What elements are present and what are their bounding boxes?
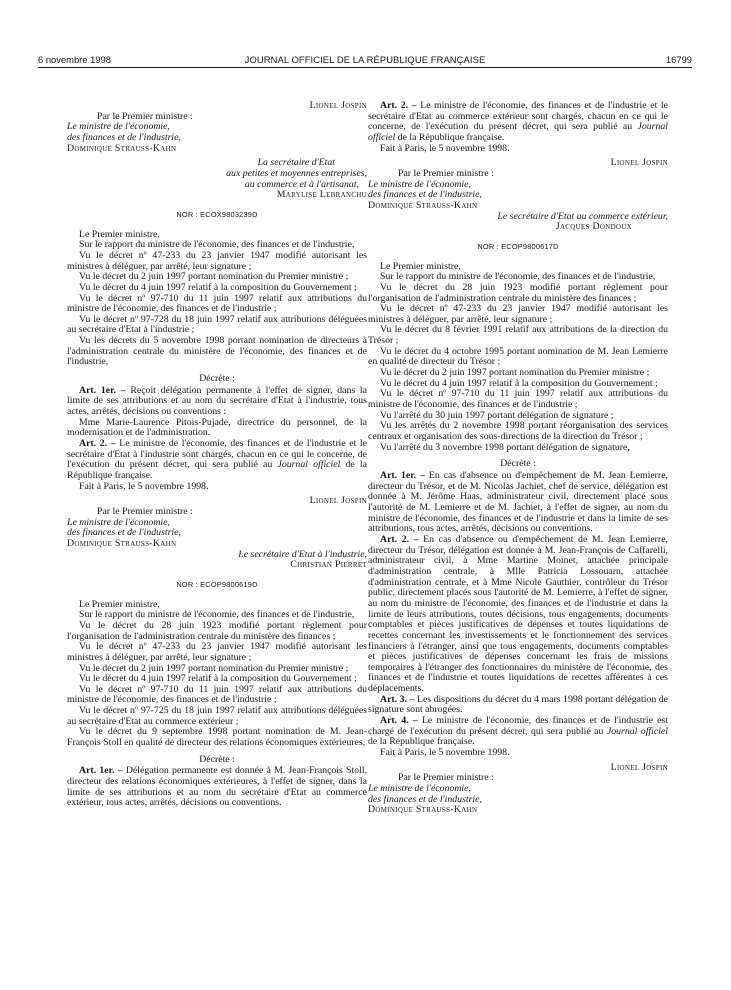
- decrete-heading: Décrète :: [500, 458, 536, 470]
- fait-line: Fait à Paris, le 5 novembre 1998.: [79, 480, 209, 492]
- minister-name: Dominique Strauss-Kahn: [67, 537, 177, 549]
- decree-para: Sur le rapport du ministre de l'économie, des finances et de l'industrie,: [79, 609, 355, 621]
- decree-para: Le Premier ministre,: [79, 228, 160, 240]
- minister-title: Le ministre de l'économie,: [67, 516, 170, 528]
- decree-para: Vu le décret nº 97-710 du 11 juin 1997 relatif aux attributions du ministre de l'économie, des finances et de l'industrie ;: [368, 388, 668, 411]
- signature-by-line: Par le Premier ministre :: [398, 167, 494, 179]
- nor-reference: NOR : ECOP9800619D: [176, 579, 258, 589]
- decree-para: Vu le décret du 9 septembre 1998 portant nomination de M. Jean-François Stoll en qualité de directeur des relations économiques extérieures,: [67, 726, 367, 749]
- decree-para: Vu le décret du 4 octobre 1995 portant nomination de M. Jean Lemierre en qualité de directeur du Trésor ;: [368, 345, 668, 368]
- decree-para: Vu le décret du 4 juin 1997 relatif à la composition du Gouvernement ;: [79, 673, 357, 685]
- secretary-title-2: aux petites et moyennes entreprises,: [226, 167, 367, 179]
- nor-reference: NOR : ECOX9803239D: [176, 209, 258, 219]
- minister-name: Dominique Strauss-Kahn: [368, 199, 478, 211]
- signature-by-line: Par le Premier ministre :: [398, 772, 494, 784]
- right-column: [368, 101, 668, 816]
- signature-by-line: Par le Premier ministre :: [97, 505, 193, 517]
- article-label: Art. 3. –: [380, 693, 415, 705]
- decree-para: Vu le décret nº 97-725 du 18 juin 1997 relatif aux attributions déléguées au secrétaire d'Etat au commerce extérieur ;: [67, 705, 367, 727]
- secretary-name: Christian Pierret: [290, 559, 367, 571]
- minister-title: Le ministre de l'économie,: [368, 178, 471, 190]
- secretary-title: Le secrétaire d'Etat au commerce extérieur,: [497, 210, 668, 222]
- article-1-delegate: Mme Marie-Laurence Pitois-Pujade, directrice du personnel, de la modernisation et de l'administration.: [67, 416, 367, 439]
- minister-title-2: des finances et de l'industrie,: [368, 793, 482, 805]
- minister-title: Le ministre de l'économie,: [67, 121, 170, 133]
- secretary-name: Marylise Lebranchu: [276, 189, 367, 201]
- decree-para: Vu le décret du 2 juin 1997 portant nomination du Premier ministre ;: [79, 271, 349, 283]
- minister-title-2: des finances et de l'industrie,: [67, 131, 181, 143]
- article-2: Art. 2. – En cas d'absence ou d'empêchement de M. Jean Lemierre, directeur du Trésor, délégation est donnée à M. Jean-François de Caffarelli, administrateur civil, à Mme Martine Moinet, attachée principale d'administration centrale, à Mlle Patricia Lossouarn, attachée d'administration centrale, et à Mme Nicole Gauthier, contrôleur du Trésor public, directement placés sous l'autorité de M. Lemierre, à l'effet de signer, au nom du ministre de l'économie, des finances et de l'industrie et dans la limite de leurs attributions, toutes décisions, tous engagements, documents comptables et pièces justificatives de dépenses et toutes liquidations de recettes concernant les investissements et le fonctionnement des services financiers à l'étranger, ainsi que tous engagements, documents comptables et pièces justificatives de dépenses concernant les frais de missions temporaires à l'étranger des fonctionnaires du ministère de l'économie, des finances et de l'industrie et toutes liquidations de recettes afférentes à ces déplacements.: [368, 533, 668, 695]
- decrete-heading: Décrète :: [199, 753, 235, 765]
- fait-line: Fait à Paris, le 5 novembre 1998.: [380, 142, 510, 154]
- secretary-title: La secrétaire d'Etat: [257, 157, 335, 169]
- decree-para: Le Premier ministre,: [380, 260, 461, 272]
- decree-para: Vu le décret du 28 juin 1923 modifié portant règlement pour l'organisation de l'administration centrale du ministère des finances ;: [368, 281, 668, 304]
- article-label: Art. 2. –: [79, 438, 116, 450]
- article-1: Art. 1er. – Délégation permanente est donnée à M. Jean-François Stoll, directeur des relations économiques extérieures, à l'effet de signer, dans la limite de ses attributions et au nom du secrétaire d'Etat au commerce extérieur, tous actes, arrêtés, décisions ou conventions.: [67, 765, 368, 809]
- decree-para: Vu le décret du 4 juin 1997 relatif à la composition du Gouvernement ;: [380, 377, 658, 389]
- article-label: Art. 4. –: [380, 715, 418, 727]
- decree-para: Vu le décret nº 47-233 du 23 janvier 1947 modifié autorisant les ministres à déléguer, par arrêté, leur signature ;: [67, 641, 367, 663]
- article-4: Art. 4. – Le ministre de l'économie, des finances et de l'industrie est chargé de l'exécution du présent décret, qui sera publié au Journal officiel de la République française.: [368, 715, 669, 748]
- signature-pm: Lionel Jospin: [610, 157, 668, 169]
- secretary-title-3: au commerce et à l'artisanat,: [244, 178, 359, 190]
- decree-para: Vu le décret nº 97-728 du 18 juin 1997 relatif aux attributions déléguées au secrétaire d'Etat à l'industrie ;: [67, 313, 367, 336]
- page-header: [38, 54, 692, 68]
- decree-para: Vu le décret nº 47-233 du 23 janvier 1947 modifié autorisant les ministres à déléguer, par arrêté, leur signature ;: [67, 249, 367, 272]
- secretary-title: Le secrétaire d'Etat à l'industrie,: [238, 548, 367, 560]
- decree-para: Vu le décret nº 47-233 du 23 janvier 1947 modifié autorisant les ministres à déléguer, par arrêté, leur signature ;: [368, 303, 668, 325]
- minister-name: Dominique Strauss-Kahn: [368, 804, 478, 816]
- decree-para: Vu l'arrêté du 30 juin 1997 portant délégation de signature ;: [380, 409, 614, 421]
- minister-title-2: des finances et de l'industrie,: [67, 527, 181, 539]
- page-number: 16799: [665, 54, 692, 65]
- decree-para: Vu le décret du 2 juin 1997 portant nomination du Premier ministre ;: [79, 662, 349, 674]
- article-label: Art. 2. –: [380, 100, 417, 111]
- nor-reference: NOR : ECOP9800617D: [477, 241, 559, 251]
- decree-para: Sur le rapport du ministre de l'économie, des finances et de l'industrie,: [380, 271, 656, 283]
- decree-para: Vu le décret du 28 juin 1923 modifié portant règlement pour l'organisation de l'administration centrale du ministère des finances ;: [67, 619, 367, 642]
- decree-para: Vu le décret du 2 juin 1997 portant nomination du Premier ministre ;: [380, 367, 650, 379]
- article-3: Art. 3. – Les dispositions du décret du 4 mars 1998 portant délégation de signature sont abrogées.: [368, 693, 669, 716]
- signature-pm: Lionel Jospin: [309, 495, 367, 507]
- article-label: Art. 1er. –: [79, 384, 126, 396]
- journal-title: JOURNAL OFFICIEL DE LA RÉPUBLIQUE FRANÇAISE: [244, 54, 486, 65]
- decree-para: Vu l'arrêté du 3 novembre 1998 portant délégation de signature,: [380, 441, 630, 453]
- decree-para: Vu les arrêtés du 2 novembre 1998 portant réorganisation des services centraux et organisation des sous-directions de la direction du Trésor ;: [368, 420, 668, 443]
- minister-title: Le ministre de l'économie,: [368, 783, 471, 795]
- signature-pm: Lionel Jospin: [309, 100, 367, 111]
- fait-line: Fait à Paris, le 5 novembre 1998.: [380, 747, 510, 759]
- decree-para: Vu le décret nº 97-710 du 11 juin 1997 relatif aux attributions du ministre de l'économie, des finances et de l'industrie ;: [67, 683, 367, 706]
- article-label: Art. 1er. –: [79, 765, 123, 777]
- decree-para: Le Premier ministre,: [79, 598, 160, 610]
- signature-pm: Lionel Jospin: [610, 761, 668, 773]
- decrete-heading: Décrète :: [199, 373, 235, 385]
- article-label: Art. 1er. –: [380, 470, 425, 481]
- article-label: Art. 2. –: [380, 533, 419, 545]
- decree-para: Vu le décret nº 97-710 du 11 juin 1997 relatif aux attributions du ministre de l'économie, des finances et de l'industrie ;: [67, 292, 367, 315]
- article-1: Art. 1er. – En cas d'absence ou d'empêchement de M. Jean Lemierre, directeur du Trésor, et de M. Nicolas Jachiet, chef de service, délégation est donnée à M. Jérôme Haas, administrateur civil, directement placé sous l'autorité de M. Lemierre et de M. Jachiet, à l'effet de signer, au nom du ministre de l'économie, des finances et de l'industrie et dans la limite de ses attributions, tous actes, arrêtés, décisions ou conventions.: [368, 470, 668, 535]
- signature-by-line: Par le Premier ministre :: [97, 110, 193, 122]
- secretary-name: Jacques Dondoux: [555, 221, 632, 233]
- minister-name: Dominique Strauss-Kahn: [67, 142, 177, 154]
- article-2: Art. 2. – Le ministre de l'économie, des finances et de l'industrie et le secrétaire d'Etat au commerce extérieur sont chargés, chacun en ce qui le concerne, de l'exécution du présent décret, qui sera publié au Journal officiel de la République française.: [368, 100, 668, 143]
- article-2: Art. 2. – Le ministre de l'économie, des finances et de l'industrie et le secrétaire d'Etat à l'industrie sont chargés, chacun en ce qui le concerne, de l'exécution du présent décret, qui sera publié au Journal officiel de la République française.: [67, 438, 368, 481]
- header-date: 6 novembre 1998: [38, 54, 111, 65]
- header-rule: [38, 67, 692, 68]
- decree-para: Vu le décret du 8 février 1991 relatif aux attributions de la direction du Trésor ;: [368, 324, 668, 347]
- decree-para: Sur le rapport du ministre de l'économie, des finances et de l'industrie,: [79, 239, 355, 251]
- decree-para: Vu les décrets du 5 novembre 1998 portant nomination de directeurs à l'administration centrale du ministère de l'économie, des finances et de l'industrie,: [67, 335, 367, 368]
- left-column: [67, 101, 367, 809]
- article-1: Art. 1er. – Reçoit délégation permanente à l'effet de signer, dans la limite de ses attributions et au nom du secrétaire d'Etat à l'industrie, tous actes, arrêtés, décisions ou conventions :: [67, 384, 367, 418]
- minister-title-2: des finances et de l'industrie,: [368, 189, 482, 201]
- decree-para: Vu le décret du 4 juin 1997 relatif à la composition du Gouvernement ;: [79, 281, 357, 293]
